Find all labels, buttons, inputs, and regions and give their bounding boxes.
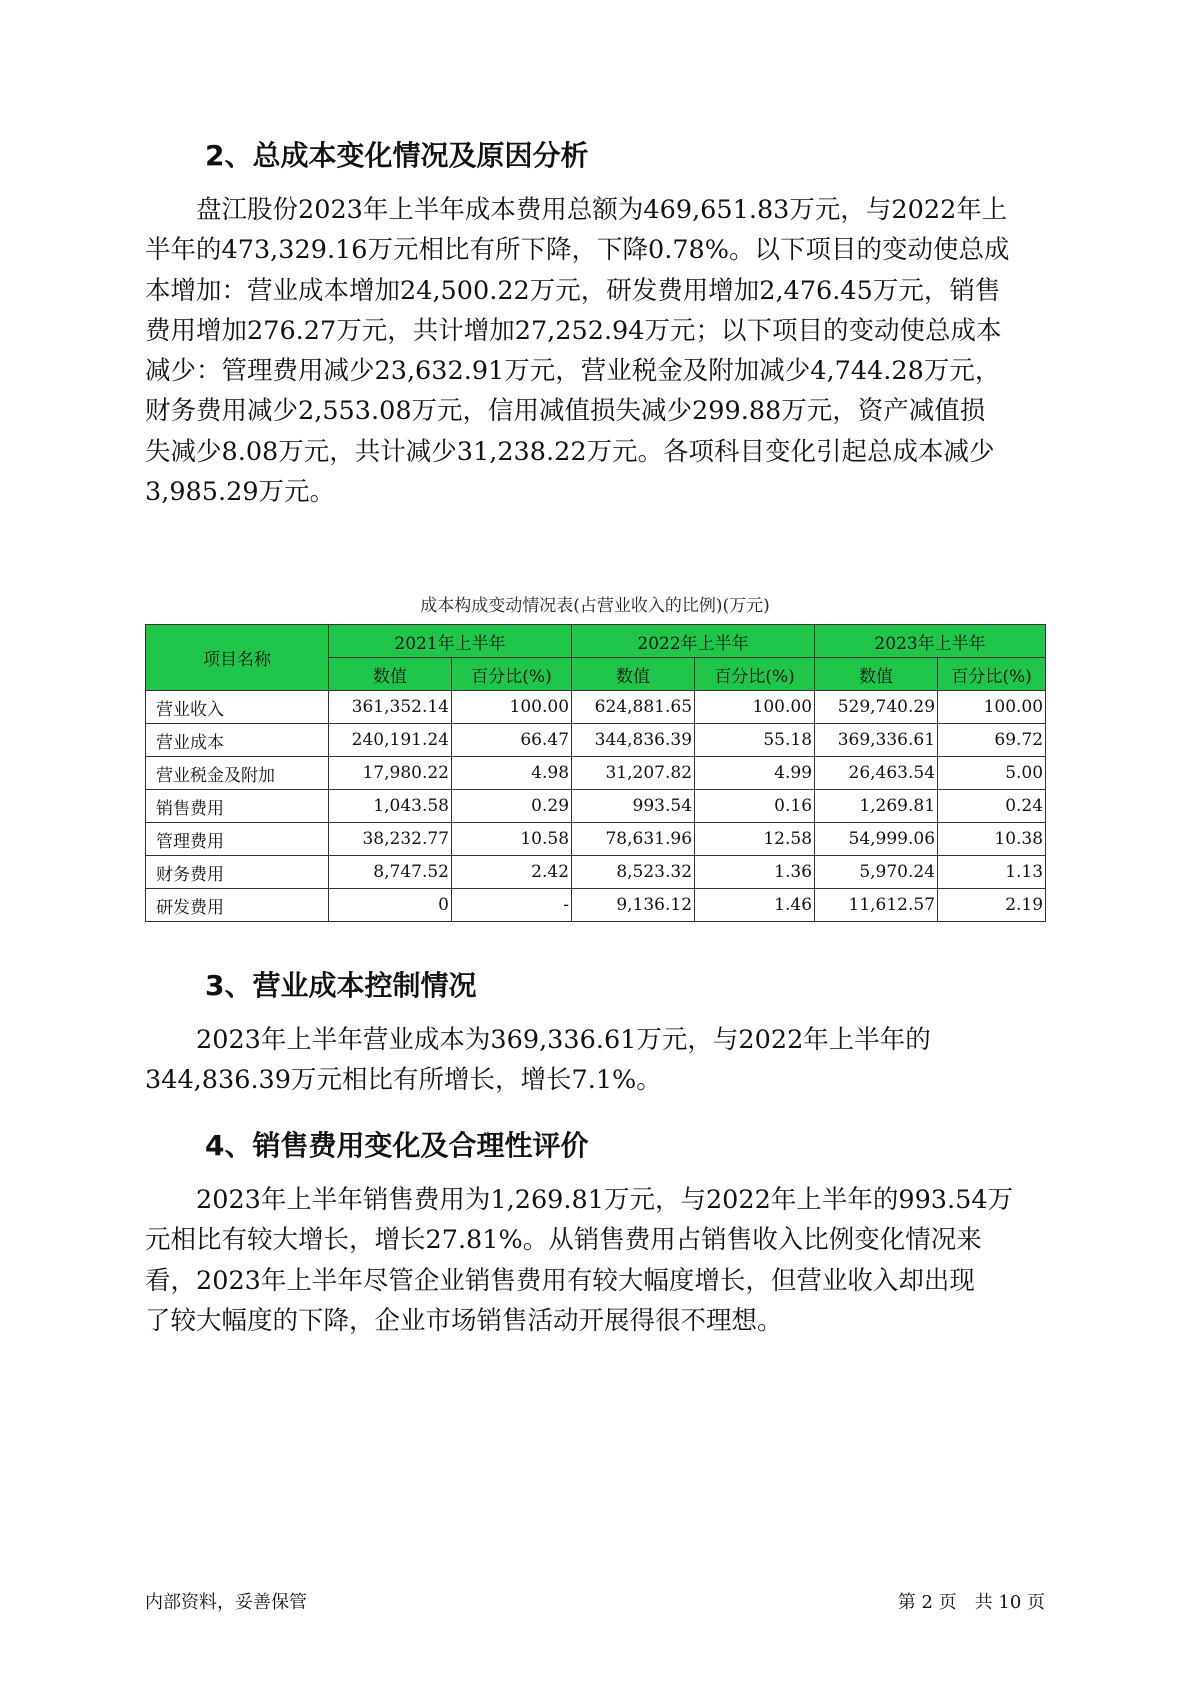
paragraph-line: 3,985.29万元。: [145, 477, 336, 508]
section-3-paragraph: [145, 1020, 1045, 1101]
footer-page-number: 第 2 页 共 10 页: [897, 1592, 1045, 1613]
subheader-percent: 百分比(%): [938, 658, 1046, 691]
paragraph-line: 半年的473,329.16万元相比有所下降，下降0.78%。以下项目的变动使总成: [145, 235, 1010, 266]
section-2-heading: 2、总成本变化情况及原因分析: [205, 139, 589, 172]
section-4-heading: 4、销售费用变化及合理性评价: [205, 1129, 589, 1162]
row-name: 财务费用: [146, 856, 329, 889]
paragraph-line: 了较大幅度的下降，企业市场销售活动开展得很不理想。: [145, 1305, 783, 1336]
section-3-heading: 3、营业成本控制情况: [205, 969, 477, 1002]
cell-percent-2021: -: [452, 889, 572, 922]
cell-percent-2022: 100.00: [695, 691, 815, 724]
paragraph-line: 失减少8.08万元，共计减少31,238.22万元。各项科目变化引起总成本减少: [145, 436, 995, 467]
column-header-2023: 2023年上半年: [815, 625, 1046, 658]
cell-percent-2023: 100.00: [938, 691, 1046, 724]
subheader-percent: 百分比(%): [452, 658, 572, 691]
cell-percent-2022: 1.36: [695, 856, 815, 889]
cell-value-2023: 26,463.54: [815, 757, 938, 790]
paragraph-line: 本增加：营业成本增加24,500.22万元，研发费用增加2,476.45万元，销售: [145, 275, 1001, 306]
cell-percent-2023: 0.24: [938, 790, 1046, 823]
cell-value-2022: 8,523.32: [572, 856, 695, 889]
cell-percent-2023: 1.13: [938, 856, 1046, 889]
cell-value-2023: 54,999.06: [815, 823, 938, 856]
column-header-2022: 2022年上半年: [572, 625, 815, 658]
cell-percent-2021: 10.58: [452, 823, 572, 856]
column-header-2021: 2021年上半年: [329, 625, 572, 658]
cell-value-2021: 38,232.77: [329, 823, 452, 856]
paragraph-line: 财务费用减少2,553.08万元，信用减值损失减少299.88万元，资产减值损: [145, 396, 986, 427]
cell-value-2021: 1,043.58: [329, 790, 452, 823]
cell-value-2022: 624,881.65: [572, 691, 695, 724]
subheader-value: 数值: [815, 658, 938, 691]
cell-percent-2022: 1.46: [695, 889, 815, 922]
row-name: 营业收入: [146, 691, 329, 724]
cell-percent-2023: 69.72: [938, 724, 1046, 757]
cell-percent-2023: 10.38: [938, 823, 1046, 856]
table-row: [146, 757, 1046, 790]
cell-percent-2021: 4.98: [452, 757, 572, 790]
section-4-paragraph: [145, 1180, 1045, 1341]
cell-percent-2022: 4.99: [695, 757, 815, 790]
cell-value-2022: 344,836.39: [572, 724, 695, 757]
cell-percent-2022: 0.16: [695, 790, 815, 823]
cell-percent-2021: 2.42: [452, 856, 572, 889]
cell-percent-2022: 55.18: [695, 724, 815, 757]
paragraph-line: 费用增加276.27万元，共计增加27,252.94万元；以下项目的变动使总成本: [145, 315, 1002, 346]
column-header-item-name: 项目名称: [146, 625, 329, 691]
table-row: [146, 856, 1046, 889]
footer-confidential-note: 内部资料，妥善保管: [145, 1592, 307, 1613]
cell-value-2023: 529,740.29: [815, 691, 938, 724]
row-name: 营业成本: [146, 724, 329, 757]
table-header-row: [146, 625, 1046, 658]
cell-percent-2021: 66.47: [452, 724, 572, 757]
paragraph-line: 344,836.39万元相比有所增长，增长7.1%。: [145, 1065, 662, 1096]
subheader-value: 数值: [572, 658, 695, 691]
cell-value-2023: 5,970.24: [815, 856, 938, 889]
paragraph-line: 看，2023年上半年尽管企业销售费用有较大幅度增长，但营业收入却出现: [145, 1265, 975, 1296]
subheader-value: 数值: [329, 658, 452, 691]
subheader-percent: 百分比(%): [695, 658, 815, 691]
table-row: [146, 724, 1046, 757]
cell-value-2021: 8,747.52: [329, 856, 452, 889]
cell-value-2021: 361,352.14: [329, 691, 452, 724]
cell-percent-2021: 100.00: [452, 691, 572, 724]
table-row: [146, 823, 1046, 856]
cell-percent-2023: 5.00: [938, 757, 1046, 790]
table-row: [146, 790, 1046, 823]
paragraph-line: 减少：管理费用减少23,632.91万元，营业税金及附加减少4,744.28万元，: [145, 356, 1001, 387]
row-name: 管理费用: [146, 823, 329, 856]
cost-structure-table: [145, 624, 1046, 922]
cell-value-2022: 78,631.96: [572, 823, 695, 856]
cell-value-2021: 0: [329, 889, 452, 922]
cell-percent-2022: 12.58: [695, 823, 815, 856]
table-row: [146, 691, 1046, 724]
row-name: 销售费用: [146, 790, 329, 823]
paragraph-line: 元相比有较大增长，增长27.81%。从销售费用占销售收入比例变化情况来: [145, 1225, 982, 1256]
row-name: 研发费用: [146, 889, 329, 922]
paragraph-line: 盘江股份2023年上半年成本费用总额为469,651.83万元，与2022年上: [196, 195, 1008, 225]
cell-value-2021: 240,191.24: [329, 724, 452, 757]
row-name: 营业税金及附加: [146, 757, 329, 790]
cell-value-2023: 1,269.81: [815, 790, 938, 823]
cell-value-2023: 369,336.61: [815, 724, 938, 757]
cell-value-2021: 17,980.22: [329, 757, 452, 790]
cell-percent-2021: 0.29: [452, 790, 572, 823]
cell-percent-2023: 2.19: [938, 889, 1046, 922]
cell-value-2023: 11,612.57: [815, 889, 938, 922]
paragraph-line: 2023年上半年营业成本为369,336.61万元，与2022年上半年的: [196, 1025, 931, 1055]
section-2-paragraph: [145, 190, 1045, 512]
paragraph-line: 2023年上半年销售费用为1,269.81万元，与2022年上半年的993.54万: [196, 1185, 1014, 1215]
table-caption: 成本构成变动情况表(占营业收入的比例)(万元): [420, 596, 770, 616]
cell-value-2022: 993.54: [572, 790, 695, 823]
cell-value-2022: 31,207.82: [572, 757, 695, 790]
cell-value-2022: 9,136.12: [572, 889, 695, 922]
table-row: [146, 889, 1046, 922]
